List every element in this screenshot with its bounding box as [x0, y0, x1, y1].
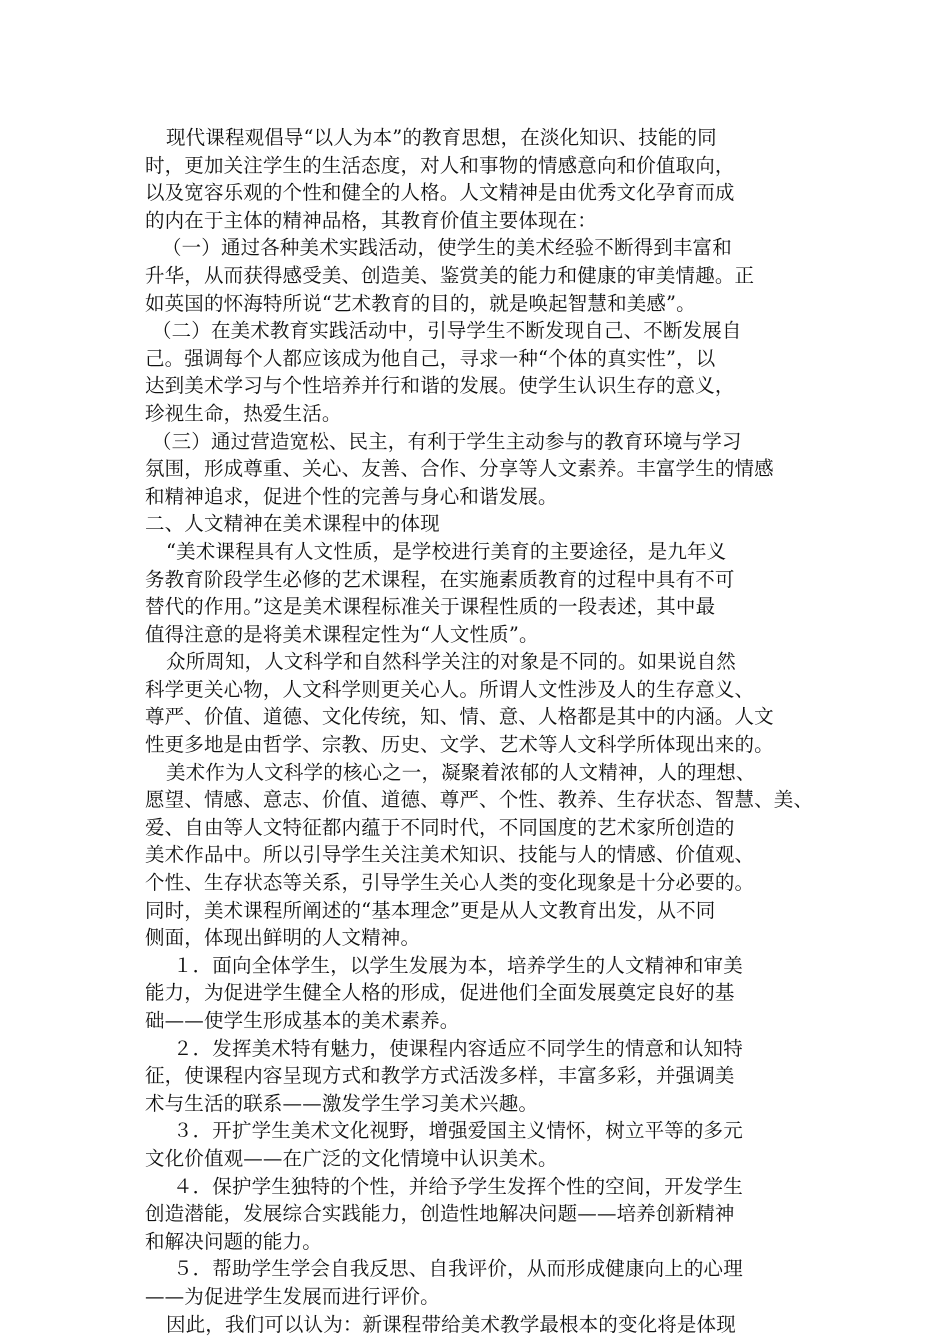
text-line: 和精神追求，促进个性的完善与身心和谐发展。	[145, 484, 558, 508]
text-line: 如英国的怀海特所说“艺术教育的目的，就是唤起智慧和美感”。	[145, 291, 696, 315]
text-line: ５．帮助学生学会自我反思、自我评价，从而形成健康向上的心理	[173, 1257, 743, 1281]
text-line: 侧面，体现出鲜明的人文精神。	[145, 926, 421, 950]
text-line: 达到美术学习与个性培养并行和谐的发展。使学生认识生存的意义，	[145, 374, 735, 398]
text-line: 愿望、情感、意志、价值、道德、尊严、个性、教养、生存状态、智慧、美、	[145, 788, 814, 812]
text-line: 现代课程观倡导“以人为本”的教育思想，在淡化知识、技能的同	[166, 126, 717, 149]
text-line: 创造潜能，发展综合实践能力，创造性地解决问题——培养创新精神	[145, 1202, 735, 1226]
text-line: ２．发挥美术特有魅力，使课程内容适应不同学生的情意和认知特	[173, 1036, 743, 1060]
text-line: 美术作为人文科学的核心之一，凝聚着浓郁的人文精神，人的理想、	[166, 760, 756, 784]
text-line: 和解决问题的能力。	[145, 1229, 322, 1253]
text-line: 值得注意的是将美术课程定性为“人文性质”。	[145, 622, 539, 646]
text-line: 征，使课程内容呈现方式和教学方式活泼多样，丰富多彩，并强调美	[145, 1064, 735, 1088]
text-line: 能力，为促进学生健全人格的形成，促进他们全面发展奠定良好的基	[145, 981, 735, 1005]
text-line: 爱、自由等人文特征都内蕴于不同时代，不同国度的艺术家所创造的	[145, 815, 735, 839]
text-line: 二、人文精神在美术课程中的体现	[145, 512, 440, 536]
text-line: （二）在美术教育实践活动中，引导学生不断发现自己、不断发展自	[152, 319, 742, 343]
text-line: ——为促进学生发展而进行评价。	[145, 1284, 440, 1308]
text-line: １．面向全体学生，以学生发展为本，培养学生的人文精神和审美	[173, 953, 743, 977]
document-body	[145, 124, 825, 1338]
text-line: “美术课程具有人文性质，是学校进行美育的主要途径，是九年义	[166, 539, 727, 563]
text-line: 文化价值观——在广泛的文化情境中认识美术。	[145, 1146, 558, 1170]
text-line: 础——使学生形成基本的美术素养。	[145, 1009, 460, 1032]
text-line: 己。强调每个人都应该成为他自己，寻求一种“个体的真实性”，以	[145, 346, 716, 370]
text-line: ４．保护学生独特的个性，并给予学生发挥个性的空间，开发学生	[173, 1174, 743, 1198]
text-line: 术与生活的联系——激发学生学习美术兴趣。	[145, 1091, 539, 1115]
text-line: 升华，从而获得感受美、创造美、鉴赏美的能力和健康的审美情趣。正	[145, 263, 755, 287]
text-line: 美术作品中。所以引导学生关注美术知识、技能与人的情感、价值观、	[145, 843, 755, 867]
text-line: 性更多地是由哲学、宗教、历史、文学、艺术等人文科学所体现出来的。	[145, 733, 774, 757]
text-line: 个性、生存状态等关系，引导学生关心人类的变化现象是十分必要的。	[145, 871, 755, 895]
text-line: 科学更关心物，人文科学则更关心人。所谓人文性涉及人的生存意义、	[145, 677, 755, 701]
text-line: ３．开扩学生美术文化视野，增强爱国主义情怀，树立平等的多元	[173, 1119, 743, 1143]
text-line: 的内在于主体的精神品格，其教育价值主要体现在：	[145, 208, 597, 232]
text-line: 时，更加关注学生的生活态度，对人和事物的情感意向和价值取向，	[145, 153, 735, 177]
text-line: 众所周知，人文科学和自然科学关注的对象是不同的。如果说自然	[166, 650, 736, 674]
text-line: 氛围，形成尊重、关心、友善、合作、分享等人文素养。丰富学生的情感	[145, 457, 774, 481]
text-line: 同时，美术课程所阐述的“基本理念”更是从人文教育出发，从不同	[145, 898, 716, 922]
text-line: 务教育阶段学生必修的艺术课程，在实施素质教育的过程中具有不可	[145, 567, 735, 591]
text-line: 替代的作用。”这是美术课程标准关于课程性质的一段表述，其中最	[145, 595, 716, 619]
text-line: 以及宽容乐观的个性和健全的人格。人文精神是由优秀文化孕育而成	[145, 181, 735, 205]
text-line: （三）通过营造宽松、民主，有利于学生主动参与的教育环境与学习	[152, 429, 742, 453]
text-line: 尊严、价值、道德、文化传统，知、情、意、人格都是其中的内涵。人文	[145, 705, 774, 729]
text-line: （一）通过各种美术实践活动，使学生的美术经验不断得到丰富和	[162, 236, 732, 260]
text-line: 因此，我们可以认为：新课程带给美术教学最根本的变化将是体现	[166, 1312, 736, 1336]
text-line: 珍视生命，热爱生活。	[145, 401, 342, 425]
